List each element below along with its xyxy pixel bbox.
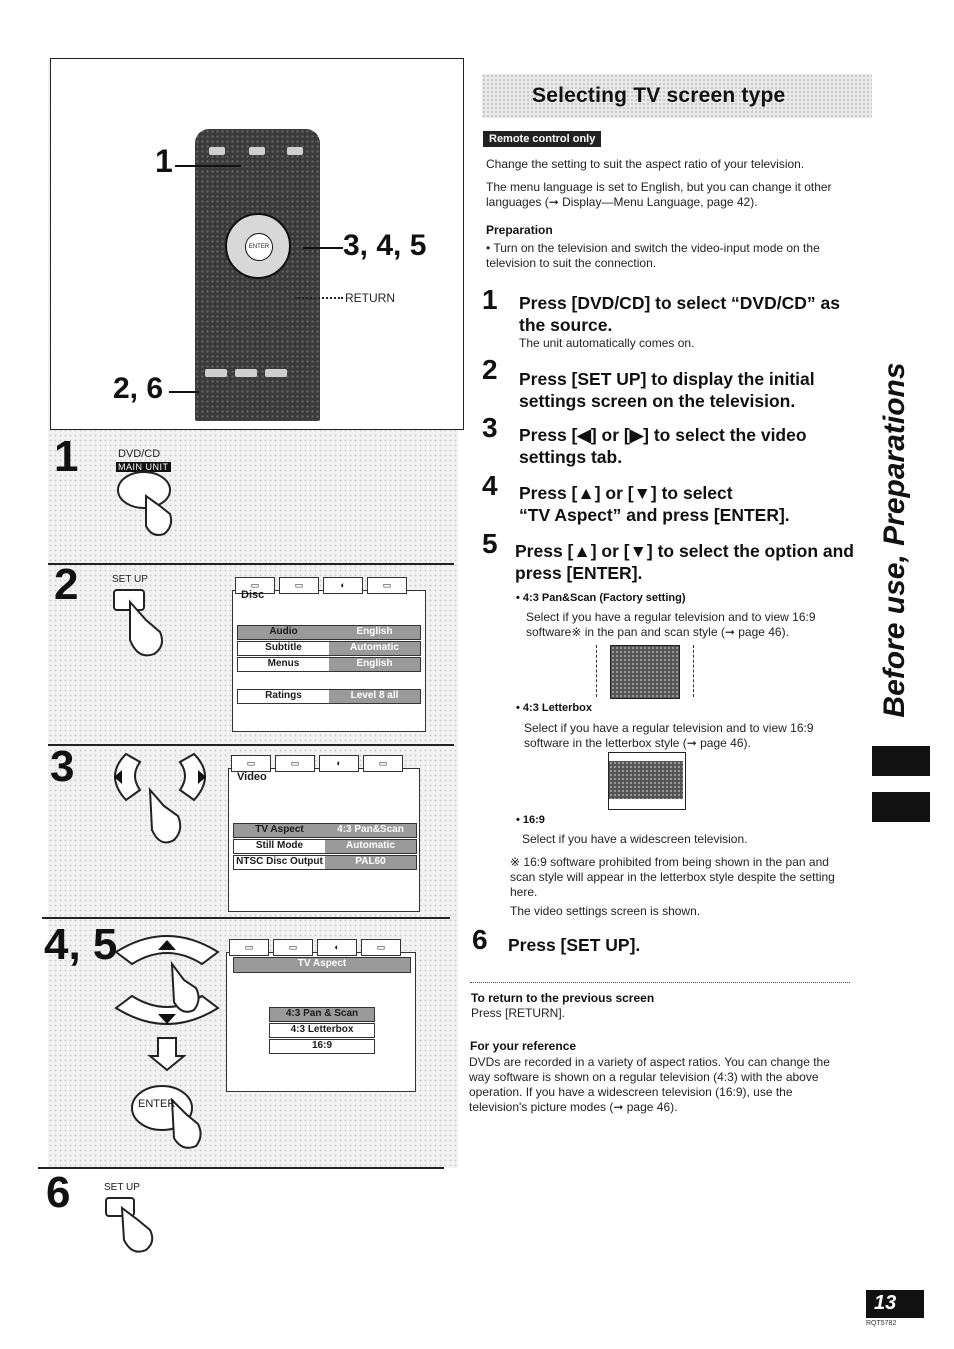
step-6-number: 6 xyxy=(472,924,488,955)
step-5-number: 5 xyxy=(482,528,498,559)
tab-display: ▭ xyxy=(363,755,403,772)
divider-step3 xyxy=(42,917,450,919)
setup-button-label: SET UP xyxy=(104,1182,140,1193)
tab-audio: ◐ xyxy=(319,755,359,772)
left-right-buttons-icon xyxy=(100,750,220,850)
enter-button-label: ENTER xyxy=(138,1098,176,1110)
tab-disc: ▭ xyxy=(235,577,275,594)
pressing-hand-icon xyxy=(116,470,196,542)
step-1-number: 1 xyxy=(482,284,498,315)
tab-video: ▭ xyxy=(273,939,313,956)
remote-only-badge: Remote control only xyxy=(483,131,601,147)
left-step-3-number: 3 xyxy=(50,742,75,791)
step-1-note: The unit automatically comes on. xyxy=(519,336,695,350)
video-screen-title: Video xyxy=(237,771,267,783)
document-code: RQT5782 xyxy=(866,1320,897,1327)
pressing-hand-icon xyxy=(110,588,180,668)
video-screen-shown-text: The video settings screen is shown. xyxy=(510,904,701,918)
tab-display: ▭ xyxy=(361,939,401,956)
option-169-heading: • 16:9 xyxy=(516,814,545,826)
option-pan-scan-heading: • 4:3 Pan&Scan (Factory setting) xyxy=(516,592,686,604)
step-5-heading: Press [▲] or [▼] to select the option and press [ENTER]. xyxy=(515,541,854,583)
page-number-box: 13 xyxy=(866,1290,924,1318)
section-divider xyxy=(470,982,850,983)
aspect-option: 16:9 xyxy=(269,1039,375,1054)
tab-disc: ▭ xyxy=(231,755,271,772)
step-2-heading: Press [SET UP] to display the initial settings screen on the television. xyxy=(519,369,815,411)
tab-video: ▭ xyxy=(279,577,319,594)
divider-step2 xyxy=(48,744,454,746)
return-dotted-leader xyxy=(295,297,343,299)
step-3-heading: Press [◀] or [▶] to select the video settings tab. xyxy=(519,425,807,467)
tv-aspect-screen xyxy=(226,942,416,1092)
menu-language-note: The menu language is set to English, but you can change it other languages (➞ Display—Menu Language, page 42). xyxy=(486,180,832,209)
remote-illustration-box xyxy=(50,58,464,430)
video-settings-screen xyxy=(228,758,420,912)
settings-tabs xyxy=(231,755,403,772)
left-step-6-number: 6 xyxy=(46,1168,71,1217)
aspect-option: 4:3 Letterbox xyxy=(269,1023,375,1038)
menu-row: Ratings Level 8 all xyxy=(237,689,421,704)
option-letterbox-text: Select if you have a regular television and to view 16:9 software in the letterbox style (➞ page 46). xyxy=(524,721,814,750)
main-unit-badge: MAIN UNIT xyxy=(118,462,169,472)
footnote-text: ※ 16:9 software prohibited from being shown in the pan and scan style will appear in the letterbox style despite the setting here. xyxy=(510,855,835,899)
preparation-text: • Turn on the television and switch the video-input mode on the television to suit the connection. xyxy=(486,241,820,270)
callout-3-4-5: 3, 4, 5 xyxy=(343,229,427,262)
page-title: Selecting TV screen type xyxy=(532,84,786,107)
callout-2-6: 2, 6 xyxy=(113,372,164,405)
pan-scan-crop-marks xyxy=(596,645,694,697)
letterbox-thumbnail-frame xyxy=(608,752,686,810)
dvdcd-button-label: DVD/CD xyxy=(118,448,161,460)
tab-disc: ▭ xyxy=(229,939,269,956)
return-heading: To return to the previous screen xyxy=(471,991,655,1005)
leader-line-1 xyxy=(175,165,241,167)
setup-button-label: SET UP xyxy=(112,574,148,585)
tv-aspect-header: TV Aspect xyxy=(233,957,411,973)
option-letterbox-heading: • 4:3 Letterbox xyxy=(516,702,592,714)
step-4-heading: “TV Aspect” and press [ENTER]. xyxy=(519,505,790,525)
step-4-heading: Press [▲] or [▼] to select xyxy=(519,483,733,503)
menu-row: TV Aspect 4:3 Pan&Scan xyxy=(233,823,417,838)
remote-control-image xyxy=(195,129,320,421)
menu-row: Menus English xyxy=(237,657,421,672)
divider-step45 xyxy=(38,1167,444,1169)
tab-audio: ◐ xyxy=(317,939,357,956)
thumb-index-tab xyxy=(872,746,930,776)
side-section-label: Before use, Preparations xyxy=(878,362,911,718)
step-6-heading: Press [SET UP]. xyxy=(508,935,641,955)
intro-text: Change the setting to suit the aspect ratio of your television. xyxy=(486,157,805,171)
up-down-enter-buttons-icon xyxy=(112,924,222,1154)
option-pan-scan-text: Select if you have a regular television and to view 16:9 software※ in the pan and scan style (➞ page 46). xyxy=(526,610,816,639)
disc-settings-screen xyxy=(232,580,426,732)
dpad-icon xyxy=(225,213,291,279)
tab-display: ▭ xyxy=(367,577,407,594)
enter-button-icon: ENTER xyxy=(245,233,273,261)
reference-heading: For your reference xyxy=(470,1039,577,1053)
aspect-option: 4:3 Pan & Scan xyxy=(269,1007,375,1022)
step-3-number: 3 xyxy=(482,412,498,443)
step-2-number: 2 xyxy=(482,354,498,385)
tab-video: ▭ xyxy=(275,755,315,772)
divider-step1 xyxy=(48,563,454,565)
tab-audio: ◐ xyxy=(323,577,363,594)
preparation-heading: Preparation xyxy=(486,223,553,237)
menu-row: Audio English xyxy=(237,625,421,640)
pressing-hand-icon xyxy=(104,1196,174,1260)
menu-row: Still Mode Automatic xyxy=(233,839,417,854)
step-4-number: 4 xyxy=(482,470,498,501)
option-169-text: Select if you have a widescreen television. xyxy=(522,832,748,846)
menu-row: Subtitle Automatic xyxy=(237,641,421,656)
thumb-index-tab xyxy=(872,792,930,822)
left-step-1-number: 1 xyxy=(54,432,79,481)
disc-screen-title: Disc xyxy=(241,589,265,601)
reference-text: DVDs are recorded in a variety of aspect ratios. You can change the way software is shown on a regular television (4:3) with the above operation. If you have a widescreen television (16:9), use the television's picture modes (➞ page 46). xyxy=(469,1055,830,1114)
letterbox-thumbnail xyxy=(609,761,683,799)
menu-row: NTSC Disc Output PAL60 xyxy=(233,855,417,870)
return-text: Press [RETURN]. xyxy=(471,1006,566,1020)
settings-tabs xyxy=(229,939,401,956)
left-step-2-number: 2 xyxy=(54,560,79,609)
step-1-heading: Press [DVD/CD] to select “DVD/CD” as the source. xyxy=(519,293,840,335)
leader-line-26 xyxy=(169,391,199,393)
left-step-4-5-number: 4, 5 xyxy=(44,920,118,969)
callout-1: 1 xyxy=(155,143,173,179)
leader-line-345 xyxy=(303,247,343,249)
return-label: RETURN xyxy=(345,291,395,305)
